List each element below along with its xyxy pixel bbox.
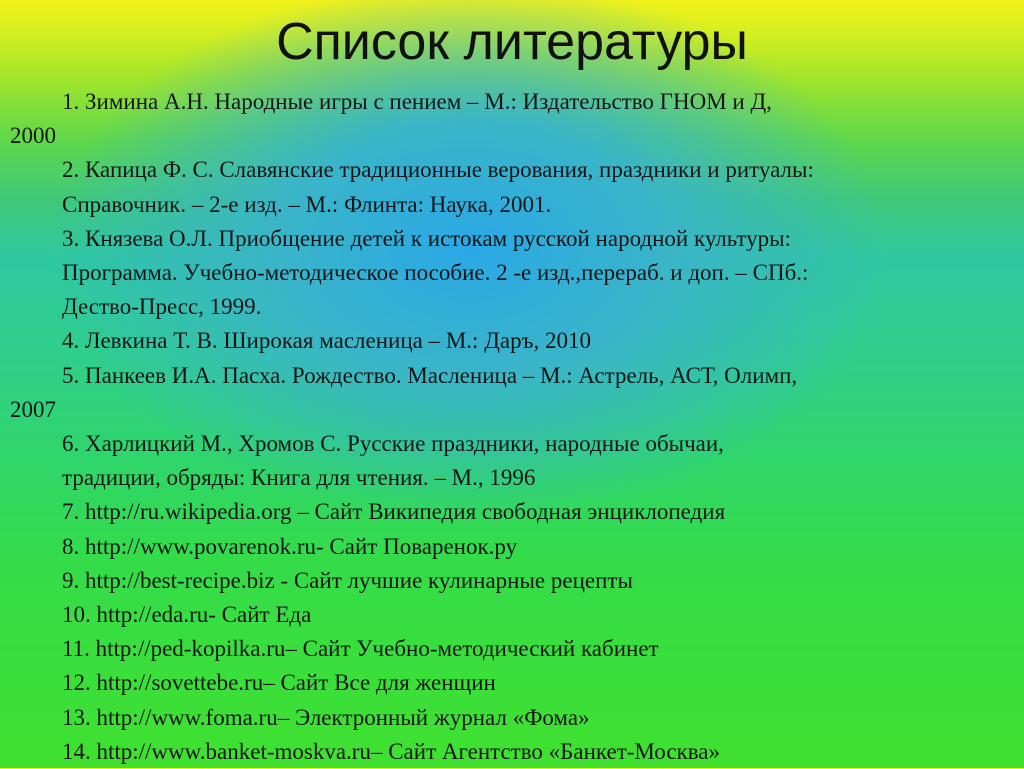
reference-line: 4. Левкина Т. В. Широкая масленица – М.: Даръ, 2010 xyxy=(62,328,591,354)
reference-line: 9. http://best-recipe.biz - Сайт лучшие кулинарные рецепты xyxy=(62,567,633,593)
reference-line: Справочник. – 2-е изд. – М.: Флинта: Наука, 2001. xyxy=(62,191,552,217)
reference-line: 7. http://ru.wikipedia.org – Сайт Википедия свободная энциклопедия xyxy=(62,499,726,525)
reference-line: 13. http://www.foma.ru– Электронный журнал «Фома» xyxy=(62,704,590,730)
reference-item-9 xyxy=(10,564,1000,598)
reference-item-12 xyxy=(10,666,1000,700)
reference-item-3 xyxy=(10,222,1000,325)
reference-line: 2007 xyxy=(10,396,56,422)
reference-item-2 xyxy=(10,153,1000,221)
reference-item-6 xyxy=(10,427,1000,495)
reference-line: 2. Капица Ф. С. Славянские традиционные верования, праздники и ритуалы: xyxy=(62,157,814,183)
reference-line: 6. Харлицкий М., Хромов С. Русские праздники, народные обычаи, xyxy=(62,431,724,457)
reference-line: 10. http://eda.ru- Сайт Еда xyxy=(62,602,312,628)
page-title: Список литературы xyxy=(276,13,748,71)
reference-item-8 xyxy=(10,530,1000,564)
reference-line: Дество-Пресс, 1999. xyxy=(62,294,262,320)
reference-line: 3. Князева О.Л. Приобщение детей к истокам русской народной культуры: xyxy=(62,225,791,251)
reference-item-4 xyxy=(10,324,1000,358)
reference-line: 1. Зимина А.Н. Народные игры с пением – М.: Издательство ГНОМ и Д, xyxy=(62,89,772,114)
reference-item-1 xyxy=(10,85,1000,153)
reference-list xyxy=(10,85,1000,769)
reference-line: 11. http://ped-kopilka.ru– Сайт Учебно-методический кабинет xyxy=(62,636,659,662)
reference-item-13 xyxy=(10,701,1000,735)
reference-line: 14. http://www.banket-moskva.ru– Сайт Агентство «Банкет-Москва» xyxy=(62,738,721,764)
reference-line: 2000 xyxy=(10,123,56,149)
reference-item-11 xyxy=(10,632,1000,666)
reference-line: традиции, обряды: Книга для чтения. – М., 1996 xyxy=(62,465,536,491)
reference-line: Программа. Учебно-методическое пособие. 2 -е изд.,перераб. и доп. – СПб.: xyxy=(62,260,809,286)
reference-item-14 xyxy=(10,735,1000,769)
reference-line: 5. Панкеев И.А. Пасха. Рождество. Масленица – М.: Астрель, АСТ, Олимп, xyxy=(62,362,798,388)
reference-item-7 xyxy=(10,495,1000,529)
reference-line: 12. http://sovettebe.ru– Сайт Все для женщин xyxy=(62,670,496,696)
reference-line: 8. http://www.povarenok.ru- Сайт Поваренок.ру xyxy=(62,533,518,559)
reference-item-10 xyxy=(10,598,1000,632)
reference-item-5 xyxy=(10,359,1000,427)
